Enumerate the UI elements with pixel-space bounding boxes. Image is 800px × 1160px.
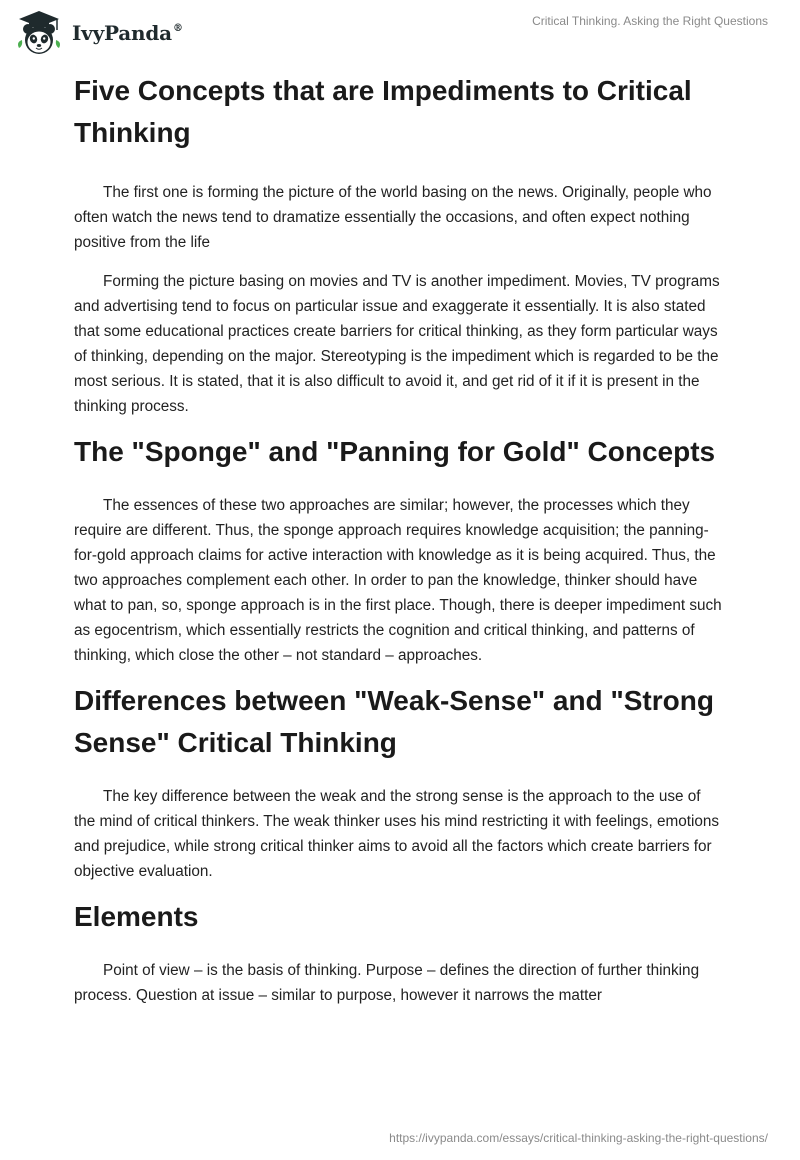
section-heading: Elements (74, 901, 199, 932)
section-heading: Five Concepts that are Impediments to Critical Thinking (74, 75, 692, 148)
document-title: Critical Thinking. Asking the Right Questions (532, 14, 768, 28)
section-heading: The "Sponge" and "Panning for Gold" Concepts (74, 436, 716, 467)
source-url[interactable]: https://ivypanda.com/essays/critical-thinking-asking-the-right-questions/ (389, 1131, 768, 1145)
paragraph: The essences of these two approaches are similar; however, the processes which they require are different. Thus, the sponge approach requires knowledge acquisition; the panning-for-gold approach claims for active interaction with knowledge as it is being acquired. Thus, the two approaches complement each other. In order to pan the knowledge, thinker should have what to pan, so, sponge approach is in the first place. Though, there is deeper impediment such as egocentrism, which essentially restricts the cognition and critical thinking, and patterns of thinking, which close the other – not standard – approaches. (74, 497, 722, 664)
section-heading: Differences between "Weak-Sense" and "Strong Sense" Critical Thinking (74, 685, 714, 758)
brand-name: IvyPanda® (72, 21, 183, 45)
page-header (0, 0, 800, 64)
paragraph: Forming the picture basing on movies and TV is another impediment. Movies, TV programs and advertising tend to focus on particular issue and exaggerate it essentially. It is also stated that some educational practices create barriers for critical thinking, as they form particular ways of thinking, depending on the major. Stereotyping is the impediment which is regarded to be the most serious. It is stated, that it is also difficult to avoid it, and get rid of it if it is present in the thinking process. (74, 273, 720, 415)
registered-mark: ® (172, 23, 183, 34)
panda-graduation-cap-icon (14, 8, 64, 58)
essay-content (74, 70, 726, 1008)
paragraph: The key difference between the weak and the strong sense is the approach to the use of the mind of critical thinkers. The weak thinker uses his mind restricting it with feelings, emotions and prejudice, while strong critical thinker aims to avoid all the factors which create barriers for objective evaluation. (74, 788, 720, 880)
paragraph: The first one is forming the picture of the world basing on the news. Originally, people who often watch the news tend to dramatize essentially the occasions, and often expect nothing positive from the life (74, 184, 712, 251)
ivypanda-logo[interactable] (14, 8, 183, 58)
paragraph: Point of view – is the basis of thinking. Purpose – defines the direction of further thinking process. Question at issue – similar to purpose, however it narrows the matter (74, 962, 700, 1004)
